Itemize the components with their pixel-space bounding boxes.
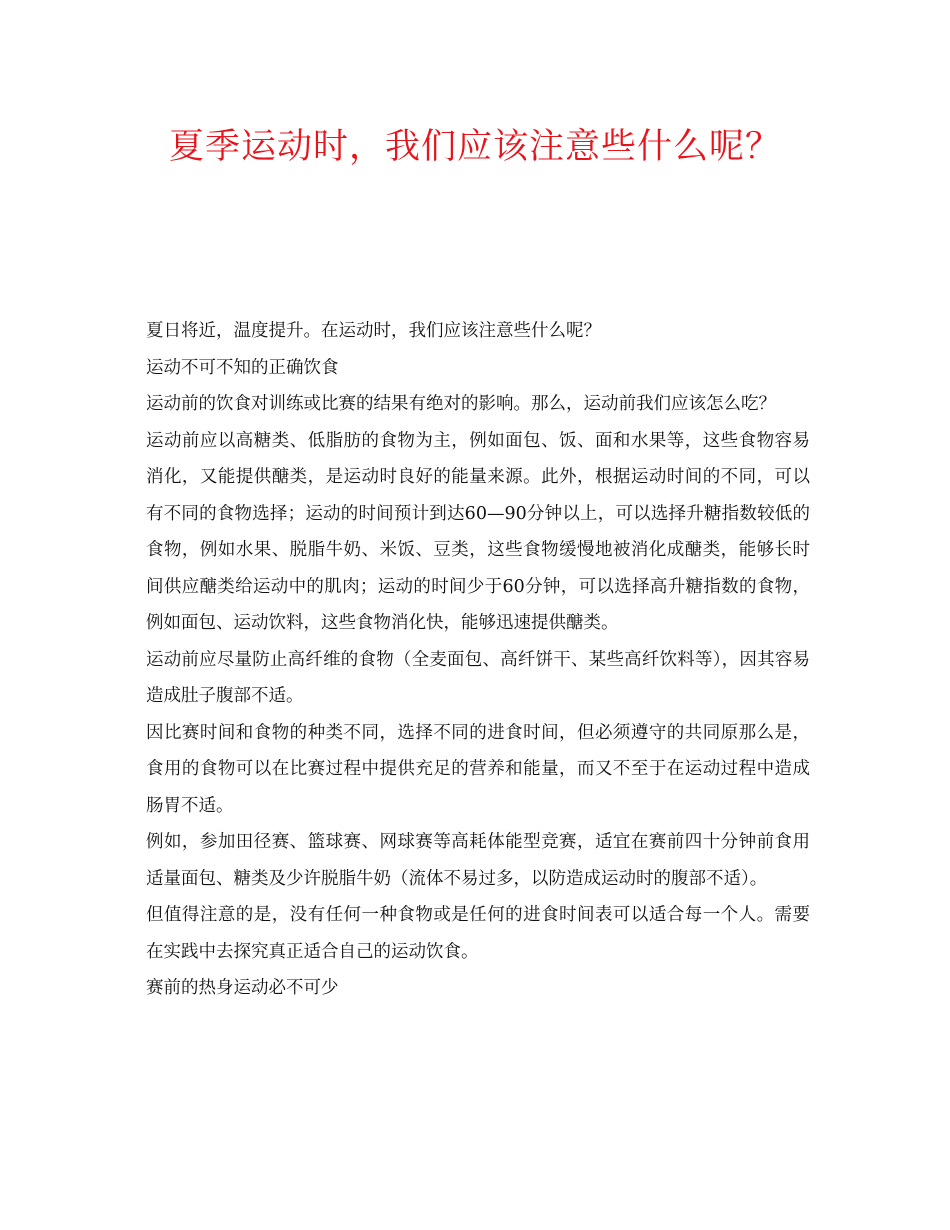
section-heading-diet: 运动不可不知的正确饮食 [146,357,339,378]
paragraph-intro: 夏日将近，温度提升。在运动时，我们应该注意些什么呢？ [146,321,601,341]
paragraph-food-choice: 运动前应以高糖类、低脂肪的食物为主，例如面包、饭、面和水果等，这些食物容易消化，又能提供醣类，是运动时良好的能量来源。此外，根据运动时间的不同，可以有不同的食物选择；运动的时间预计到达60—90分钟以上，可以选择升糖指数较低的食物，例如水果、脱脂牛奶、米饭、豆类，这些食物缓慢地被消化成醣类，能够长时间供应醣类给运动中的肌肉；运动的时间少于60分钟，可以选择高升糖指数的食物，例如面包、运动饮料，这些食物消化快，能够迅速提供醣类。 [146,430,810,633]
paragraph-example: 例如，参加田径赛、篮球赛、网球赛等高耗体能型竞赛，适宜在赛前四十分钟前食用适量面包、糖类及少许脱脂牛奶（流体不易过多，以防造成运动时的腹部不适）。 [146,832,810,889]
document-title: 夏季运动时，我们应该注意些什么呢？ [168,127,781,167]
paragraph-note: 但值得注意的是，没有任何一种食物或是任何的进食时间表可以适合每一个人。需要在实践中去探究真正适合自己的运动饮食。 [146,905,810,962]
paragraph-pre-exercise-diet: 运动前的饮食对训练或比赛的结果有绝对的影响。那么，运动前我们应该怎么吃？ [146,394,776,414]
document-body [146,313,810,1007]
paragraph-timing-principle: 因比赛时间和食物的种类不同，选择不同的进食时间，但必须遵守的共同原那么是，食用的食物可以在比赛过程中提供充足的营养和能量，而又不至于在运动过程中造成肠胃不适。 [146,722,810,816]
paragraph-avoid-fiber: 运动前应尽量防止高纤维的食物（全麦面包、高纤饼干、某些高纤饮料等），因其容易造成肚子腹部不适。 [146,649,810,706]
section-heading-warmup: 赛前的热身运动必不可少 [146,978,339,998]
